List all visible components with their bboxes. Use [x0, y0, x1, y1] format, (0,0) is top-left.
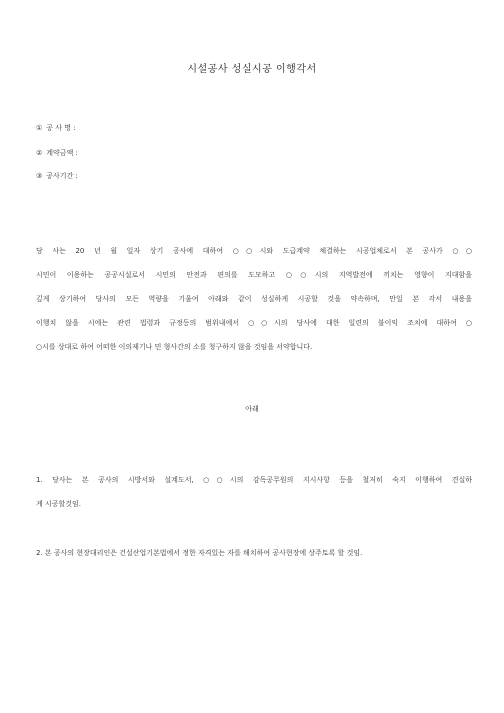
field-label: 공 사 명 : [46, 124, 76, 132]
item-2 [36, 549, 472, 557]
field-label: 계약금액 : [46, 149, 78, 157]
field-project-name [36, 123, 76, 133]
item-line: 1. 당사는 본 공사의 시방서와 설계도서, ○○시의 감독공무원의 지시사항 등을 철저히 숙지 이행하여 견실하 [36, 476, 472, 484]
field-number: ② [36, 149, 43, 157]
field-number: ① [36, 124, 43, 132]
intro-paragraph [36, 247, 472, 367]
field-number: ③ [36, 172, 43, 180]
item-line: 게 시공할것임. [36, 500, 82, 508]
intro-line: 이행치 않을 시에는 관련 법령과 규정등의 범위내에서 ○○시의 당사에 대한 일련의 불이익 조치에 대하여 ○ [36, 319, 472, 327]
item-1 [36, 476, 472, 524]
field-contract-amount [36, 148, 78, 158]
intro-line: 깊게 상기하여 당사의 모든 역량을 기울여 아래와 같이 성실하게 시공할 것을 약속하며, 만일 본 각서 내용을 [36, 295, 472, 303]
field-label: 공사기간 : [46, 172, 78, 180]
intro-line: 시민이 이용하는 공공시설로서 시민의 안전과 편의를 도모하고 ○○시의 지역발전에 끼치는 영향이 지대함을 [36, 271, 472, 279]
item-line: 2. 본 공사의 현장대리인은 건설산업기본법에서 정한 자격있는 자를 해치하여 공사현장에 상주토록 할 것임. [36, 549, 363, 557]
field-construction-period [36, 171, 78, 181]
section-heading: 아래 [245, 405, 259, 413]
document-title: 시설공사 성실시공 이행각서 [187, 64, 317, 75]
intro-line: 당 사는 20 년 월 일자 상기 공사에 대하여 ○○시와 도급계약 체결하는 시공업체로서 본 공사가 ○○ [36, 247, 472, 255]
intro-line: ○시를 상대로 하여 어떠한 이의제기나 민 형사간의 소를 청구하지 않을 것임을 서약합니다. [36, 343, 313, 351]
